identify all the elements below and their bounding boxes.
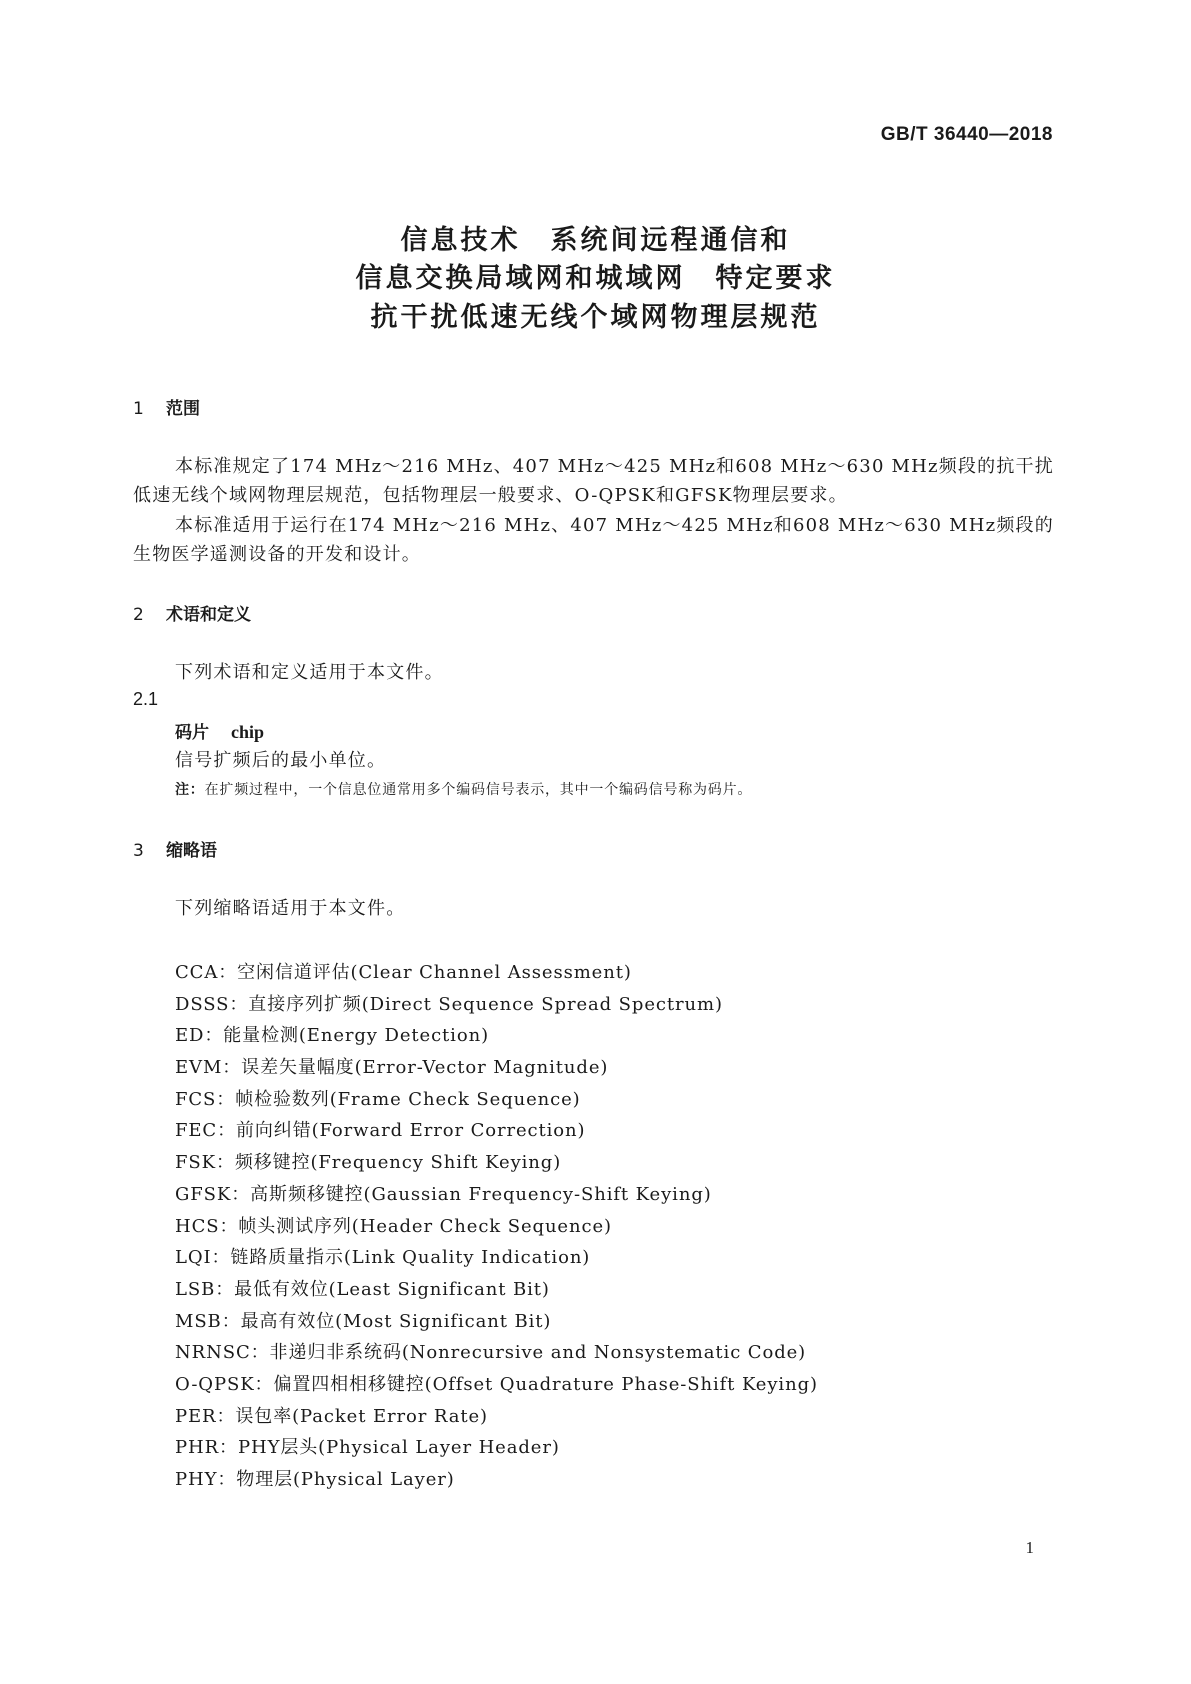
abbreviation-item: DSSS：直接序列扩频(Direct Sequence Spread Spectrum) xyxy=(175,993,723,1015)
abbreviation-item: PHY：物理层(Physical Layer) xyxy=(175,1469,455,1490)
section-1-title: 范围 xyxy=(166,399,200,419)
term-english: chip xyxy=(231,722,265,742)
note-label: 注： xyxy=(175,782,205,798)
page-number: 1 xyxy=(1025,1538,1034,1557)
term-definition: 信号扩频后的最小单位。 xyxy=(175,750,387,771)
note-text: 在扩频过程中，一个信息位通常用多个编码信号表示，其中一个编码信号称为码片。 xyxy=(204,782,753,798)
terms-intro: 下列术语和定义适用于本文件。 xyxy=(175,662,444,683)
clause-2-1-number: 2.1 xyxy=(133,689,159,709)
term-entry xyxy=(175,718,264,743)
scope-paragraph-1-line-2: 低速无线个域网物理层规范，包括物理层一般要求、O-QPSK和GFSK物理层要求。 xyxy=(133,485,848,506)
section-2-title: 术语和定义 xyxy=(166,605,251,625)
section-1-number: 1 xyxy=(133,399,144,419)
section-2-number: 2 xyxy=(133,605,144,625)
abbreviation-list xyxy=(175,957,818,1496)
abbreviation-item: EVM：误差矢量幅度(Error-Vector Magnitude) xyxy=(175,1057,609,1079)
standard-number: GB/T 36440—2018 xyxy=(880,124,1053,145)
term-note xyxy=(175,779,752,799)
abbreviation-item: CCA：空闲信道评估(Clear Channel Assessment) xyxy=(175,962,632,983)
section-3-number: 3 xyxy=(133,841,144,861)
abbreviations-intro: 下列缩略语适用于本文件。 xyxy=(175,898,406,919)
abbreviation-item: ED：能量检测(Energy Detection) xyxy=(175,1025,489,1047)
document-title-line-1: 信息技术 系统间远程通信和 xyxy=(400,225,791,256)
term-chinese: 码片 xyxy=(175,723,209,743)
abbreviation-item: NRNSC：非递归非系统码(Nonrecursive and Nonsystematic Code) xyxy=(175,1342,807,1364)
scope-paragraph-2-line-1: 本标准适用于运行在174 MHz～216 MHz、407 MHz～425 MHz和608 MHz～630 MHz频段的 xyxy=(175,515,1054,536)
abbreviation-item: HCS：帧头测试序列(Header Check Sequence) xyxy=(175,1215,612,1237)
abbreviation-item: O-QPSK：偏置四相相移键控(Offset Quadrature Phase-Shift Keying) xyxy=(175,1373,818,1395)
abbreviation-item: FCS：帧检验数列(Frame Check Sequence) xyxy=(175,1088,581,1110)
document-title-line-2: 信息交换局域网和城域网 特定要求 xyxy=(355,263,836,294)
abbreviation-item: LSB：最低有效位(Least Significant Bit) xyxy=(175,1278,550,1300)
abbreviation-item: MSB：最高有效位(Most Significant Bit) xyxy=(175,1310,552,1332)
abbreviation-item: FSK：频移键控(Frequency Shift Keying) xyxy=(175,1152,562,1174)
section-3-title: 缩略语 xyxy=(166,841,217,861)
section-3-heading xyxy=(133,836,217,861)
abbreviation-item: GFSK：高斯频移键控(Gaussian Frequency-Shift Keying) xyxy=(175,1183,712,1205)
abbreviation-item: LQI：链路质量指示(Link Quality Indication) xyxy=(175,1247,591,1269)
document-title-line-3: 抗干扰低速无线个域网物理层规范 xyxy=(370,302,821,333)
abbreviation-item: FEC：前向纠错(Forward Error Correction) xyxy=(175,1120,586,1142)
section-1-heading xyxy=(133,394,200,419)
scope-paragraph-2-line-2: 生物医学遥测设备的开发和设计。 xyxy=(133,544,421,565)
abbreviation-item: PER：误包率(Packet Error Rate) xyxy=(175,1405,488,1427)
scope-paragraph-1-line-1: 本标准规定了174 MHz～216 MHz、407 MHz～425 MHz和608 MHz～630 MHz频段的抗干扰 xyxy=(175,456,1054,477)
abbreviation-item: PHR：PHY层头(Physical Layer Header) xyxy=(175,1437,560,1459)
section-2-heading xyxy=(133,600,251,625)
